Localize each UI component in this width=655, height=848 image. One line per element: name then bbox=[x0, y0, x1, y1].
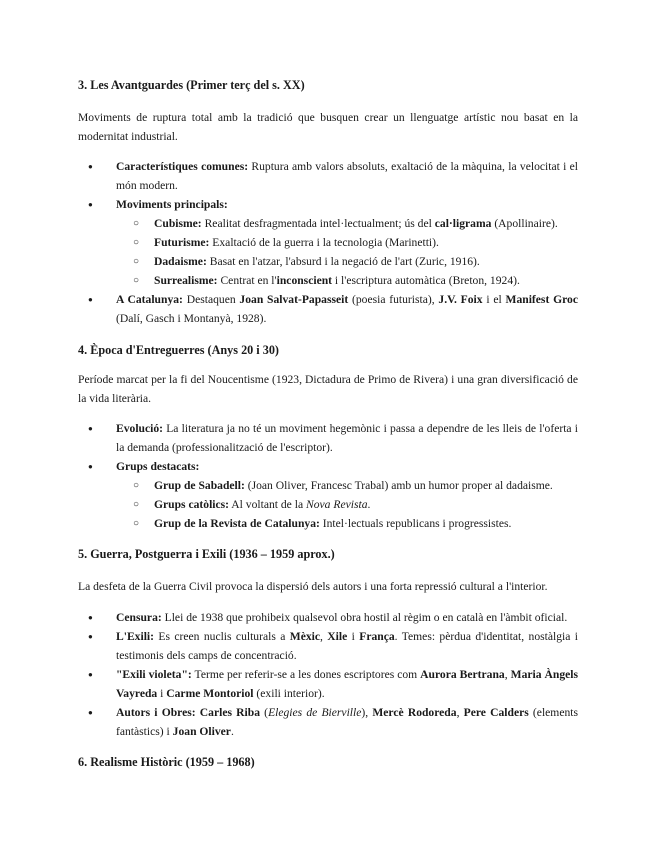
item-bold: Carme Montoriol bbox=[166, 687, 254, 700]
item-label: Evolució: bbox=[116, 422, 164, 435]
list-item bbox=[78, 703, 578, 741]
list-item bbox=[78, 290, 578, 328]
item-text: i el bbox=[482, 293, 506, 306]
item-label: Grup de Sabadell: bbox=[154, 479, 245, 492]
section-3-intro: Moviments de ruptura total amb la tradició que busquen crear un llenguatge artístic nou basat en la modernitat industrial. bbox=[78, 111, 578, 143]
list-item bbox=[78, 419, 578, 457]
section-4-intro: Període marcat per la fi del Noucentisme (1923, Dictadura de Primo de Rivera) i una gran diversificació de la vida literària. bbox=[78, 373, 578, 405]
item-bold: Xile bbox=[327, 630, 348, 643]
item-bold: Joan Salvat-Papasseit bbox=[239, 293, 349, 306]
item-label: Autors i Obres: bbox=[116, 706, 196, 719]
item-text: , bbox=[504, 668, 511, 681]
item-text: La literatura ja no té un moviment hegemònic i passa a dependre de les lleis de l'oferta i la demanda (professionalització de l'escriptor). bbox=[116, 422, 578, 454]
list-item bbox=[78, 665, 578, 703]
list-item bbox=[78, 495, 578, 514]
item-text: Basat en l'atzar, l'absurd i la negació de l'art (Zuric, 1916). bbox=[206, 255, 480, 268]
list-item bbox=[78, 514, 578, 533]
list-item bbox=[78, 627, 578, 665]
item-bold: Manifest Groc bbox=[505, 293, 578, 306]
item-bold: J.V. Foix bbox=[438, 293, 483, 306]
section-3-heading: 3. Les Avantguardes (Primer terç del s. XX) bbox=[78, 78, 305, 92]
list-item bbox=[78, 233, 578, 252]
list-item bbox=[78, 195, 578, 214]
item-text: Centrat en l' bbox=[217, 274, 277, 287]
item-text: . bbox=[367, 498, 371, 511]
item-bold: Pere Calders bbox=[463, 706, 529, 719]
item-label: Moviments principals: bbox=[116, 198, 228, 211]
list-item bbox=[78, 457, 578, 476]
section-3-list bbox=[78, 157, 578, 328]
item-label: Grups destacats: bbox=[116, 460, 200, 473]
item-text: Realitat desfragmentada intel·lectualment; ús del bbox=[201, 217, 435, 230]
item-bold: Mèxic bbox=[289, 630, 321, 643]
item-label: Dadaisme: bbox=[154, 255, 207, 268]
item-text: (elements fantàstics) i bbox=[116, 706, 579, 738]
item-text: (Apollinaire). bbox=[491, 217, 558, 230]
item-italic: Nova Revista bbox=[306, 498, 368, 511]
item-text: Destaquen bbox=[182, 293, 240, 306]
list-item bbox=[78, 252, 578, 271]
section-5-heading: 5. Guerra, Postguerra i Exili (1936 – 1959 aprox.) bbox=[78, 547, 335, 561]
list-item bbox=[78, 476, 578, 495]
item-label: Futurisme: bbox=[154, 236, 210, 249]
item-label: L'Exili: bbox=[116, 630, 155, 643]
item-text: Intel·lectuals republicans i progressistes. bbox=[319, 517, 512, 530]
item-text: Exaltació de la guerra i la tecnologia (Marinetti). bbox=[209, 236, 439, 249]
item-label: Surrealisme: bbox=[154, 274, 218, 287]
item-label: Característiques comunes: bbox=[116, 160, 249, 173]
item-text: (Joan Oliver, Francesc Trabal) amb un humor proper al dadaisme. bbox=[244, 479, 553, 492]
item-bold: inconscient bbox=[276, 274, 333, 287]
item-label: Grup de la Revista de Catalunya: bbox=[154, 517, 320, 530]
item-text: Es creen nuclis culturals a bbox=[154, 630, 290, 643]
item-label: A Catalunya: bbox=[116, 293, 183, 306]
item-text: , bbox=[456, 706, 464, 719]
item-text: Ruptura amb valors absoluts, exaltació de la màquina, la velocitat i el món modern. bbox=[116, 160, 578, 192]
list-item bbox=[78, 214, 578, 233]
item-bold: Joan Oliver bbox=[172, 725, 231, 738]
list-item bbox=[78, 608, 578, 627]
item-bold: Aurora Bertrana bbox=[420, 668, 505, 681]
section-5-intro: La desfeta de la Guerra Civil provoca la dispersió dels autors i una forta repressió cultural a l'interior. bbox=[78, 580, 548, 593]
item-bold: Maria Àngels Vayreda bbox=[116, 668, 579, 700]
item-bold: cal·ligrama bbox=[434, 217, 492, 230]
item-bold: França bbox=[359, 630, 395, 643]
item-text: Terme per referir-se a les dones escriptores com bbox=[191, 668, 421, 681]
item-text: . Temes: pèrdua d'identitat, nostàlgia i testimonis dels camps de concentració. bbox=[116, 630, 578, 662]
item-label: "Exili violeta": bbox=[116, 668, 192, 681]
list-item bbox=[78, 157, 578, 195]
item-text: i bbox=[157, 687, 167, 700]
section-4-heading: 4. Època d'Entreguerres (Anys 20 i 30) bbox=[78, 343, 279, 357]
item-italic: Elegies de Bierville bbox=[268, 706, 362, 719]
item-label: Censura: bbox=[116, 611, 162, 624]
item-text: Al voltant de la bbox=[229, 498, 306, 511]
item-label: Cubisme: bbox=[154, 217, 202, 230]
item-text: . bbox=[230, 725, 234, 738]
section-6-heading: 6. Realisme Històric (1959 – 1968) bbox=[78, 755, 255, 769]
item-text: ( bbox=[260, 706, 269, 719]
section-5-list bbox=[78, 608, 578, 741]
item-text: (Dalí, Gasch i Montanyà, 1928). bbox=[116, 312, 267, 325]
item-text: i bbox=[347, 630, 360, 643]
item-text: (exili interior). bbox=[253, 687, 325, 700]
item-label: Grups catòlics: bbox=[154, 498, 230, 511]
item-bold: Carles Riba bbox=[199, 706, 261, 719]
list-item bbox=[78, 271, 578, 290]
section-4-list bbox=[78, 419, 578, 533]
item-text: Llei de 1938 que prohibeix qualsevol obra hostil al règim o en català en l'àmbit oficial. bbox=[161, 611, 568, 624]
item-text: , bbox=[320, 630, 328, 643]
item-text: ), bbox=[361, 706, 373, 719]
item-bold: Mercè Rodoreda bbox=[372, 706, 457, 719]
item-text: (poesia futurista), bbox=[348, 293, 439, 306]
item-text: i l'escriptura automàtica (Breton, 1924). bbox=[332, 274, 520, 287]
